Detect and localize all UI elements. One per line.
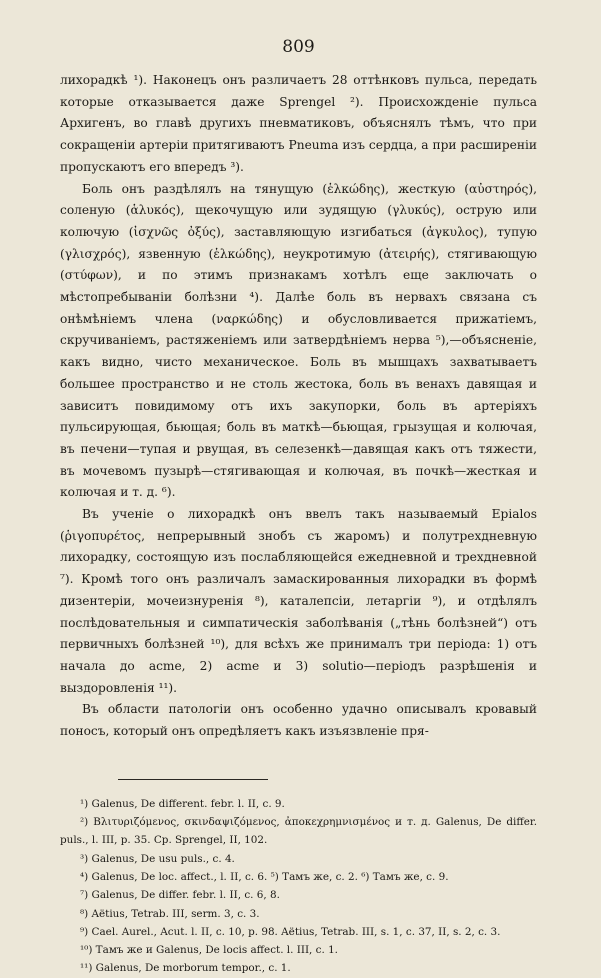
footnote: ⁹) Cael. Aurel., Acut. l. II, c. 10, p. 98. Aëtius, Tetrab. III, s. 1, c. 37, II, s. 2, c. 3. [80, 925, 501, 938]
footnote: ²) Βλιτυριζόμενος, σκινδαψιζόμενος, ἀποκεχρημνισμένος и т. д. Galenus, De differ. puls., l. III, p. 35. Cp. Sprengel, II, 102. [60, 816, 537, 847]
footnote: ⁷) Galenus, De differ. febr. l. II, c. 6, 8. [80, 889, 280, 902]
footnote: ⁸) Aëtius, Tetrab. III, serm. 3, c. 3. [80, 907, 260, 920]
footnote: ⁴) Galenus, De loc. affect., l. II, c. 6. ⁵) Тамъ же, c. 2. ⁶) Тамъ же, c. 9. [80, 870, 449, 883]
paragraph: Боль онъ раздѣлялъ на тянущую (ἑλκώδης), жесткую (αὐστηρός), соленую (ἁλυκός), щекочущую или зудящую (γλυκύς), острую или колючую (ἰσχνῶς ὀξύς), заставляющую изгибаться (ἀγκυλος), тупую (γλισχρός), язвенную (ἑλκώδης), неукротимую (ἀτειρής), стягивающую (στύφων), и по этимъ признакамъ хотѣлъ еще заключать о мѣстопребываніи болѣзни ⁴). Далѣе боль въ нервахъ связана съ онѣмѣніемъ члена (ναρκώδης) и обусловливается прижатіемъ, скручиваніемъ, растяженіемъ или затвердѣніемъ нерва ⁵),—объясненіе, какъ видно, чисто механическое. Боль въ мышцахъ захватываетъ большее пространство и не столь жестока, боль въ венахъ давящая и зависитъ повидимому отъ ихъ закупорки, боль въ артеріяхъ пульсирующая, бьющая; боль въ маткѣ—бьющая, грызущая и колючая, въ печени—тупая и рвущая, въ селезенкѣ—давящая какъ отъ тяжести, въ мочевомъ пузырѣ—стягивающая и колючая, въ почкѣ—жесткая и колючая и т. д. ⁶). [60, 181, 537, 500]
paragraph: Въ ученіе о лихорадкѣ онъ ввелъ такъ называемый Epialos (ῥιγοπυρέτος, непрерывный знобъ съ жаромъ) и полутрехдневную лихорадку, состоящую изъ послабляющейся ежедневной и трехдневной ⁷). Кромѣ того онъ различалъ замаскированныя лихорадки въ формѣ дизентеріи, мочеизнуренія ⁸), каталепсіи, летаргіи ⁹), и отдѣлялъ послѣдовательныя и симпатическія заболѣванія („тѣнь болѣзней“) отъ первичныхъ болѣзней ¹⁰), для всѣхъ же принималъ три періода: 1) отъ начала до acme, 2) acme и 3) solutio—періодъ разрѣшенія и выздоровленія ¹¹). [60, 507, 537, 695]
footnote: ¹¹) Galenus, De morborum tempor., c. 1. [80, 962, 291, 975]
paragraph: Въ области патологіи онъ особенно удачно описывалъ кровавый поносъ, который онъ опредѣляетъ какъ изъязвленіе пря- [60, 702, 537, 739]
footnote: ¹) Galenus, De different. febr. l. II, c. 9. [80, 797, 285, 810]
body-text [60, 70, 537, 743]
footnote: ¹⁰) Тамъ же и Galenus, De locis affect. l. III, c. 1. [80, 944, 338, 957]
footnote: ³) Galenus, De usu puls., c. 4. [80, 852, 235, 865]
footnote-divider [118, 779, 268, 780]
footnotes [60, 795, 537, 978]
page-number: 809 [282, 37, 315, 57]
paragraph: лихорадкѣ ¹). Наконецъ онъ различаетъ 28 оттѣнковъ пульса, передать которые отказывается даже Sprengel ²). Происхожденіе пульса Архигенъ, во главѣ другихъ пневматиковъ, объяснялъ тѣмъ, что при сокращеніи артеріи притягиваютъ Pneuma изъ сердца, а при расширеніи пропускаютъ его впередъ ³). [60, 73, 537, 174]
